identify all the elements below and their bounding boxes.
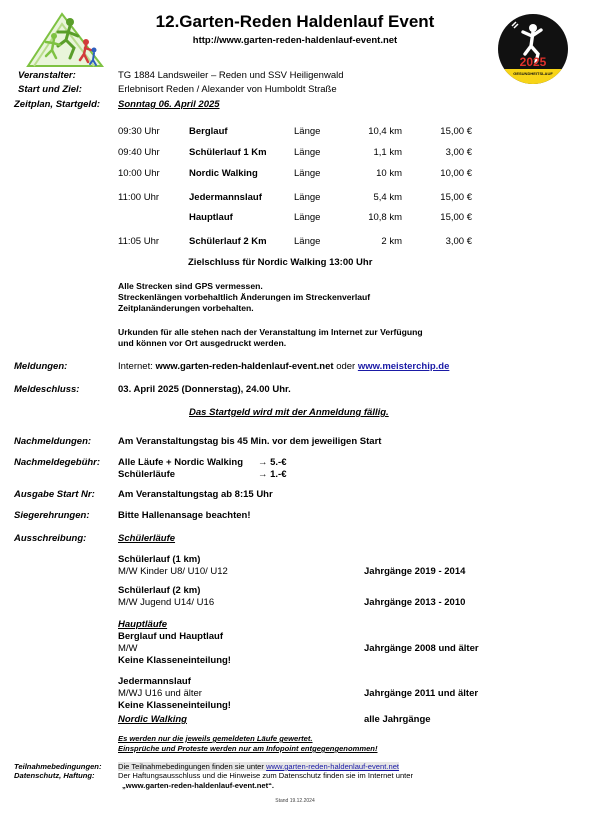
footer-note-gewertet: Es werden nur die jeweils gemeldeten Läufe gewertet. [118,734,313,743]
nw-heading: Nordic Walking [118,714,187,725]
zeitplan-value: Sonntag 06. April 2025 [118,99,220,110]
haupt-heading: Hauptläufe [118,619,168,630]
row-time: 09:30 Uhr [118,126,160,137]
meisterchip-link[interactable]: www.meisterchip.de [357,361,450,372]
row-price: 15,00 € [440,192,472,203]
h-years: Jahrgänge 2008 und älter [364,643,479,654]
row-length-label: Länge [294,126,321,137]
row-price: 15,00 € [440,212,472,223]
j-note: Keine Klasseneinteilung! [118,700,231,711]
row-name: Berglauf [189,126,228,137]
row-name: Nordic Walking [189,168,258,179]
row-name: Schülerlauf 2 Km [189,236,267,247]
row-distance: 10 km [376,168,402,179]
gebuehr-price2: → 1.-€ [258,469,287,480]
nachmeldungen-value: Am Veranstaltungstag bis 45 Min. vor dem jeweiligen Start [118,436,382,447]
ausgabe-label: Ausgabe Start Nr: [14,489,95,500]
row-time: 11:05 Uhr [118,236,160,247]
row-price: 10,00 € [440,168,472,179]
meldungen-oder: oder [336,361,356,372]
veranstalter-label: Veranstalter: [18,70,76,81]
meldeschluss-label: Meldeschluss: [14,384,80,395]
nw-years: alle Jahrgänge [364,714,431,725]
meldeschluss-value: 03. April 2025 (Donnerstag), 24.00 Uhr. [118,384,291,395]
sieger-label: Siegerehrungen: [14,510,90,521]
haftung-url: „www.garten-reden-haldenlauf-event.net“. [122,781,275,790]
note-zeitplan: Zeitplanänderungen vorbehalten. [118,303,254,313]
stand-date: Stand 19.12.2024 [275,798,315,804]
zielschluss-note: Zielschluss für Nordic Walking 13:00 Uhr [188,257,373,268]
s1-sub: M/W Kinder U8/ U10/ U12 [118,566,228,577]
row-length-label: Länge [294,168,321,179]
j-title: Jedermannslauf [118,676,191,687]
badge-text: GESUNDHEITSLAUF [513,71,553,76]
header-url[interactable]: http://www.garten-reden-haldenlauf-event.net [192,35,398,46]
start-value: Erlebnisort Reden / Alexander von Humboldt Straße [118,84,337,95]
schuler-heading: Schülerläufe [118,533,176,544]
s1-title: Schülerlauf (1 km) [118,554,201,565]
row-time: 09:40 Uhr [118,147,160,158]
gebuehr-price1: → 5.-€ [258,457,287,468]
row-price: 15,00 € [440,126,472,137]
row-time: 11:00 Uhr [118,192,160,203]
gebuehr-line2: Schülerläufe [118,469,176,480]
j-years: Jahrgänge 2011 und älter [364,688,479,699]
h-note: Keine Klasseneinteilung! [118,655,231,666]
gebuehr-label: Nachmeldegebühr: [14,457,101,468]
teilnahme-prefix: Die Teilnahmebedingungen finden sie unter [118,762,264,771]
page-title: 12.Garten-Reden Haldenlauf Event [155,12,435,31]
badge-year: 2025 [519,55,547,69]
startgeld-note: Das Startgeld wird mit der Anmeldung fällig. [189,407,389,418]
h-sub: M/W [118,643,138,654]
row-length-label: Länge [294,236,321,247]
row-price: 3,00 € [445,147,472,158]
sieger-value: Bitte Hallenansage beachten! [118,510,251,521]
meldungen-line [118,361,449,372]
row-price: 3,00 € [445,236,472,247]
row-length-label: Länge [294,147,321,158]
meldungen-label: Meldungen: [14,361,68,372]
row-distance: 10,4 km [368,126,402,137]
note-ausdruck: und können vor Ort ausgedruckt werden. [118,338,287,348]
ausgabe-value: Am Veranstaltungstag ab 8:15 Uhr [118,489,273,500]
s1-years: Jahrgänge 2019 - 2014 [364,566,466,577]
note-urkunden: Urkunden für alle stehen nach der Veranstaltung im Internet zur Verfügung [118,327,423,337]
veranstalter-value: TG 1884 Landsweiler – Reden und SSV Heiligenwald [118,70,344,81]
row-distance: 10,8 km [368,212,402,223]
s2-years: Jahrgänge 2013 - 2010 [364,597,466,608]
meldungen-prefix: Internet: [118,361,153,372]
ausschreibung-label: Ausschreibung: [14,533,87,544]
zeitplan-label: Zeitplan, Startgeld: [14,99,101,110]
h-title: Berglauf und Hauptlauf [118,631,224,642]
row-name: Hauptlauf [189,212,233,223]
row-distance: 5,4 km [373,192,402,203]
row-name: Schülerlauf 1 Km [189,147,267,158]
s2-sub: M/W Jugend U14/ U16 [118,597,215,608]
start-label: Start und Ziel: [18,84,82,95]
meldungen-site: www.garten-reden-haldenlauf-event.net [155,361,334,372]
row-distance: 1,1 km [373,147,402,158]
datenschutz-label: Datenschutz, Haftung: [14,771,95,780]
row-length-label: Länge [294,192,321,203]
row-length-label: Länge [294,212,321,223]
s2-title: Schülerlauf (2 km) [118,585,201,596]
note-gps: Alle Strecken sind GPS vermessen. [118,281,263,291]
row-time: 10:00 Uhr [118,168,160,179]
note-strecken: Streckenlängen vorbehaltlich Änderungen im Streckenverlauf [118,292,371,302]
row-distance: 2 km [381,236,402,247]
row-name: Jedermannslauf [189,192,262,203]
event-badge [498,14,568,84]
footer-note-einsprueche: Einsprüche und Proteste werden nur am Infopoint entgegengenommen! [118,744,378,753]
gebuehr-line1: Alle Läufe + Nordic Walking [118,457,244,468]
teilnahme-link[interactable]: www.garten-reden-haldenlauf-event.net [266,762,400,771]
nachmeldungen-label: Nachmeldungen: [14,436,92,447]
haftung-line: Der Haftungsausschluss und die Hinweise zum Datenschutz finden sie im Internet unter [118,771,414,780]
j-sub: M/WJ U16 und älter [118,688,202,699]
teilnahme-label: Teilnahmebedingungen: [14,762,102,771]
teilnahme-line [118,762,399,771]
